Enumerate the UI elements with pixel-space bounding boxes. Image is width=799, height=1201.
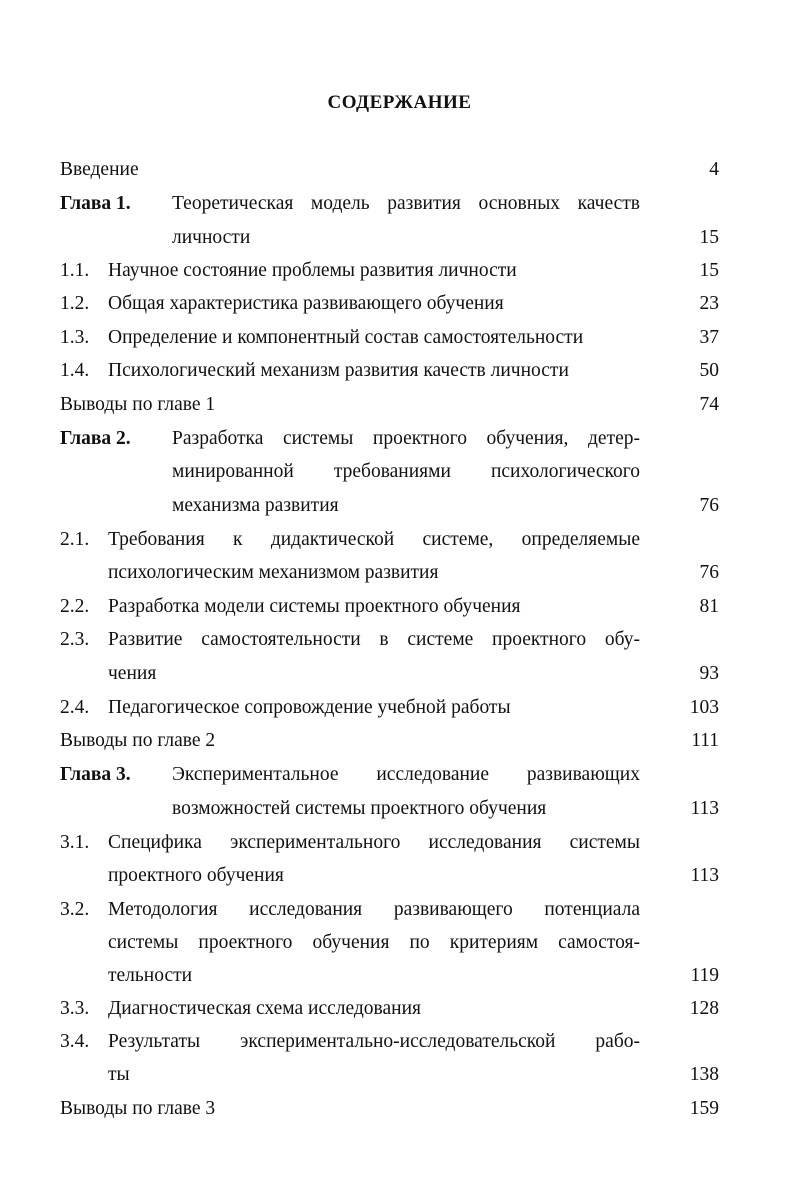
toc-entry-intro: Введение	[60, 159, 139, 180]
toc-page: 113	[690, 865, 719, 886]
toc-section-title-cont: тельности	[108, 965, 193, 986]
toc-section-title: Общая характеристика развивающего обучения	[108, 293, 504, 314]
toc-chapter-title-cont: личности	[172, 227, 251, 248]
toc-chapter-label: Глава 2.	[60, 428, 131, 449]
toc-section-title: Диагностическая схема исследования	[108, 998, 421, 1019]
toc-conclusion: Выводы по главе 2	[60, 730, 216, 751]
toc-section-title-cont: чения	[108, 663, 157, 684]
toc-section-label: 1.3.	[60, 327, 90, 348]
toc-section-title: Определение и компонентный состав самостоятельности	[108, 327, 584, 348]
toc-page: 76	[699, 495, 719, 516]
toc-page: 50	[699, 360, 719, 381]
toc-section-title: Научное состояние проблемы развития личности	[108, 260, 517, 281]
toc-section-title: Методология исследования развивающего потенциала	[108, 899, 640, 920]
toc-page: 113	[690, 798, 719, 819]
toc-chapter-title-cont: минированной требованиями психологического	[172, 461, 640, 482]
toc-page: 4	[709, 159, 719, 180]
toc-section-label: 2.1.	[60, 529, 90, 550]
toc-section-label: 2.3.	[60, 629, 90, 650]
toc-chapter-title-cont: возможностей системы проектного обучения	[172, 798, 547, 819]
toc-section-label: 3.4.	[60, 1031, 90, 1052]
toc-page: 15	[699, 260, 719, 281]
toc-chapter-title: Экспериментальное исследование развивающих	[172, 764, 640, 785]
page-title: СОДЕРЖАНИЕ	[327, 92, 472, 113]
toc-page: 159	[689, 1098, 719, 1119]
toc-page: 37	[699, 327, 719, 348]
toc-section-title: Разработка модели системы проектного обучения	[108, 596, 521, 617]
toc-section-title-cont: психологическим механизмом развития	[108, 562, 439, 583]
toc-section-label: 2.4.	[60, 697, 90, 718]
toc-conclusion: Выводы по главе 1	[60, 394, 216, 415]
toc-page: 93	[699, 663, 719, 684]
toc-section-title: Специфика экспериментального исследования системы	[108, 832, 640, 853]
toc-section-label: 3.2.	[60, 899, 90, 920]
toc-page: 103	[689, 697, 719, 718]
toc-section-title-cont: системы проектного обучения по критериям самостоя-	[108, 932, 640, 953]
toc-section-label: 1.4.	[60, 360, 90, 381]
toc-page: 74	[699, 394, 719, 415]
toc-page: 81	[699, 596, 719, 617]
toc-chapter-title: Разработка системы проектного обучения, детер-	[172, 428, 640, 449]
toc-section-title: Результаты экспериментально-исследовательской рабо-	[108, 1031, 640, 1052]
toc-section-title: Развитие самостоятельности в системе проектного обу-	[108, 629, 640, 650]
toc-page: 23	[699, 293, 719, 314]
toc-page: 119	[690, 965, 719, 986]
toc-chapter-label: Глава 1.	[60, 193, 131, 214]
toc-section-title-cont: ты	[108, 1064, 130, 1085]
toc-page: 128	[689, 998, 719, 1019]
toc-page: 76	[699, 562, 719, 583]
toc-section-label: 1.1.	[60, 260, 90, 281]
toc-chapter-label: Глава 3.	[60, 764, 131, 785]
toc-section-title: Психологический механизм развития качеств личности	[108, 360, 569, 381]
toc-page: 15	[699, 227, 719, 248]
toc-section-title: Требования к дидактической системе, определяемые	[108, 529, 640, 550]
toc-conclusion: Выводы по главе 3	[60, 1098, 216, 1119]
toc-section-label: 1.2.	[60, 293, 90, 314]
toc-page: 138	[689, 1064, 719, 1085]
toc-page: 111	[691, 730, 719, 751]
toc-chapter-title-cont: механизма развития	[172, 495, 339, 516]
toc-section-label: 3.3.	[60, 998, 90, 1019]
toc-section-label: 2.2.	[60, 596, 90, 617]
toc-chapter-title: Теоретическая модель развития основных качеств	[172, 193, 640, 214]
toc-section-title-cont: проектного обучения	[108, 865, 284, 886]
toc-section-title: Педагогическое сопровождение учебной работы	[108, 697, 511, 718]
toc-section-label: 3.1.	[60, 832, 90, 853]
